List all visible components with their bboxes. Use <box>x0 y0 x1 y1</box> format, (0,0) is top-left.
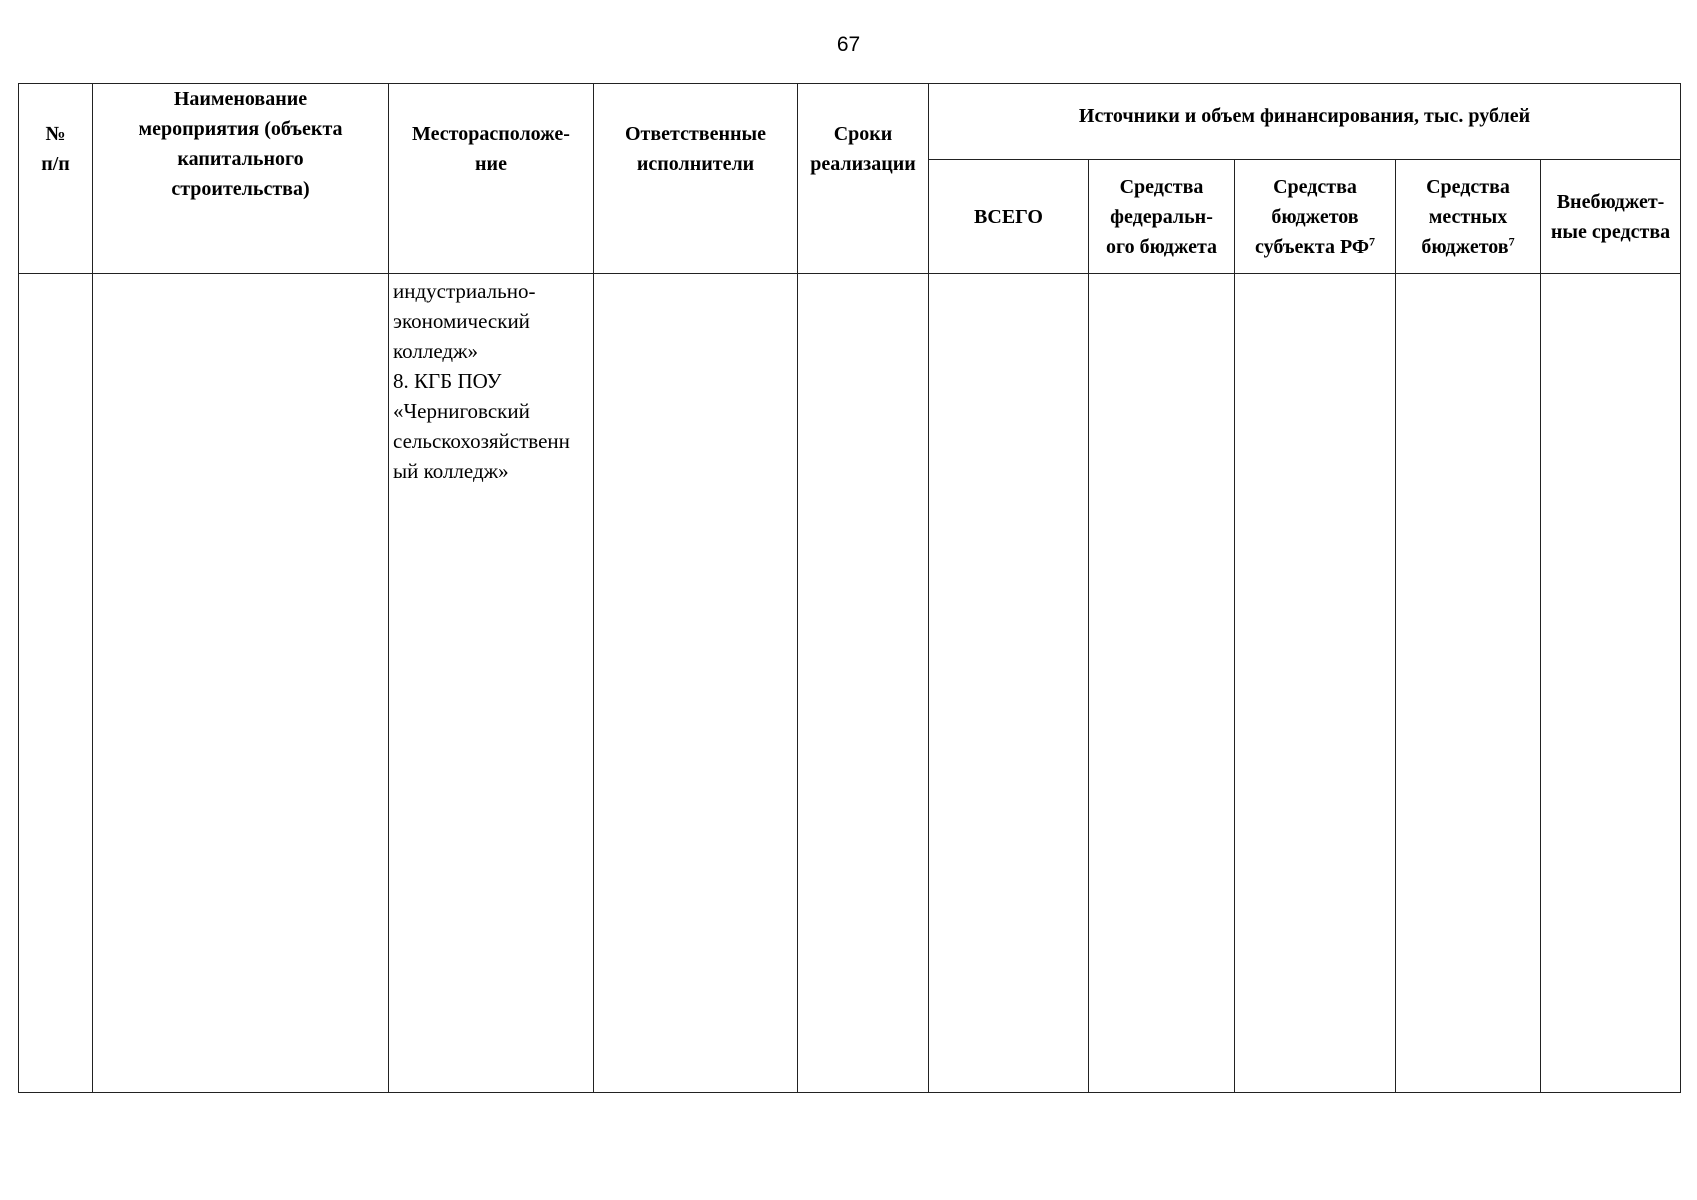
cell-subject <box>1235 274 1396 1093</box>
table-row <box>19 274 1681 1093</box>
cell-terms <box>798 274 929 1093</box>
header-terms: Сроки реализации <box>798 84 929 274</box>
header-federal: Средства федеральн- ого бюджета <box>1089 160 1235 274</box>
header-num: № п/п <box>19 84 93 274</box>
header-extra: Внебюджет- ные средства <box>1541 160 1681 274</box>
cell-executors <box>594 274 798 1093</box>
cell-extra <box>1541 274 1681 1093</box>
header-subject: Средства бюджетов субъекта $РФ^7$ <box>1235 160 1396 274</box>
header-executors: Ответственные исполнители <box>594 84 798 274</box>
header-row-1 <box>19 84 1681 160</box>
header-name: Наименование мероприятия (объекта капитального строительства) <box>93 84 389 274</box>
cell-location: индустриально- экономический колледж» 8. КГБ ПОУ «Черниговский сельскохозяйственн ый колледж» <box>389 274 594 1093</box>
cell-local <box>1396 274 1541 1093</box>
header-location: Месторасположе- ние <box>389 84 594 274</box>
funding-table <box>18 83 1681 1093</box>
page-number: 67 <box>836 33 861 56</box>
cell-total <box>929 274 1089 1093</box>
cell-federal <box>1089 274 1235 1093</box>
cell-name <box>93 274 389 1093</box>
footnote-mark: 7 <box>1508 233 1515 248</box>
header-funding-group: Источники и объем финансирования, тыс. рублей <box>929 84 1681 160</box>
header-total: ВСЕГО <box>929 160 1089 274</box>
cell-num <box>19 274 93 1093</box>
header-local: Средства местных бюджетов$^7$ <box>1396 160 1541 274</box>
footnote-mark: 7 <box>1369 233 1376 248</box>
